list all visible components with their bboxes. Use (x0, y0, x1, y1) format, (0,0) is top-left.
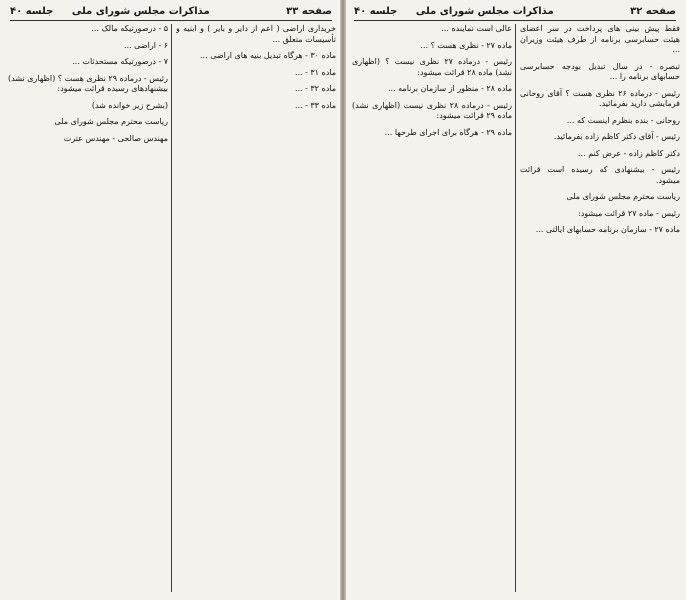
paragraph: ۵ - درصورتیکه مالک ... (91, 24, 168, 33)
left-page-column-1 (176, 24, 336, 592)
paragraph: (بشرح زیر خوانده شد) (91, 100, 168, 110)
right-page-header (354, 4, 676, 21)
paragraph: رئیس - آقای دکتر کاظم زاده بفرمائید. (553, 132, 680, 141)
paragraph: رئیس - بیشنهادی که رسیده است قرائت میشود. (520, 165, 680, 185)
paragraph: رئیس - درماده ۲۷ نظری نیست ؟ (اظهاری نشد) ماده ۲۸ قرائت میشود: (352, 57, 512, 77)
paragraph: ماده ۲۹ - هرگاه برای اجرای طرحها ... (384, 127, 512, 137)
left-page (0, 0, 342, 600)
right-page-title: مذاکرات مجلس شورای ملی (415, 6, 554, 17)
paragraph: ۷ - درصورتیکه مستحدثات ... (72, 57, 168, 66)
paragraph: رئیس - درماده ۲۸ نظری نیست (اظهاری نشد) ماده ۲۹ قرائت میشود: (352, 100, 512, 120)
paragraph: ۶ - اراضی ... (123, 40, 168, 50)
left-page-session: جلسه ۴۰ (10, 6, 54, 17)
left-page-header (10, 4, 332, 21)
right-page-column-1 (520, 24, 680, 592)
paragraph: خریداری اراضی ( اعم از دایر و بایر ) و ابنیه و تأسیسات متعلق ... (176, 24, 336, 44)
right-page-session: جلسه ۴۰ (354, 6, 398, 17)
paragraph: تبصره - در سال تبدیل بودجه حسابرسی حسابهای برنامه را ... (520, 61, 680, 81)
paragraph: ماده ۳۰ - هرگاه تبدیل بنیه های اراضی ... (200, 51, 336, 60)
left-page-column-2 (8, 24, 168, 592)
paragraph: ریاست محترم مجلس شورای ملی (566, 192, 680, 201)
paragraph: ماده ۳۲ - ... (294, 84, 336, 93)
right-page-number: صفحه ۳۲ (630, 6, 676, 17)
paragraph: روحانی - بنده بنظرم اینست که ... (566, 115, 680, 125)
paragraph: ماده ۲۸ - منظور از سازمان برنامه ... (387, 84, 512, 93)
paragraph: رئیس - درماده ۲۶ نظری هست ؟ آقای روحانی فرمایشی دارید بفرمائید. (520, 88, 680, 108)
paragraph: ماده ۳۳ - ... (294, 100, 336, 110)
left-column-rule (171, 24, 172, 592)
right-page (344, 0, 686, 600)
right-page-column-2 (352, 24, 512, 592)
paragraph: ریاست محترم مجلس شورای ملی (54, 117, 168, 126)
paragraph: فقط پیش بینی های پرداخت در سر اعضای هیئت حسابرسی برنامه از طرف هیئت وزیران ... (520, 24, 680, 54)
left-page-title: مذاکرات مجلس شورای ملی (71, 6, 210, 17)
paragraph: مهندس صالحی - مهندس عترت (63, 133, 168, 143)
paragraph: عالی است نماینده ... (441, 24, 512, 33)
right-column-rule (515, 24, 516, 592)
paragraph: رئیس - درماده ۲۹ نظری هست ؟ (اظهاری نشد) بیشنهادهای رسیده قرائت میشود: (8, 73, 168, 93)
paragraph: ماده ۲۷ - سازمان برنامه حسابهای ایالتی ... (535, 225, 680, 234)
paragraph: ماده ۲۷ - نظری هست ؟ ... (420, 40, 512, 50)
paragraph: دکتر کاظم زاده - عرض کنم ... (578, 148, 680, 158)
left-page-number: صفحه ۳۳ (286, 6, 332, 17)
paragraph: ماده ۳۱ - ... (294, 67, 336, 77)
paragraph: رئیس - ماده ۲۷ قرائت میشود: (578, 208, 680, 218)
